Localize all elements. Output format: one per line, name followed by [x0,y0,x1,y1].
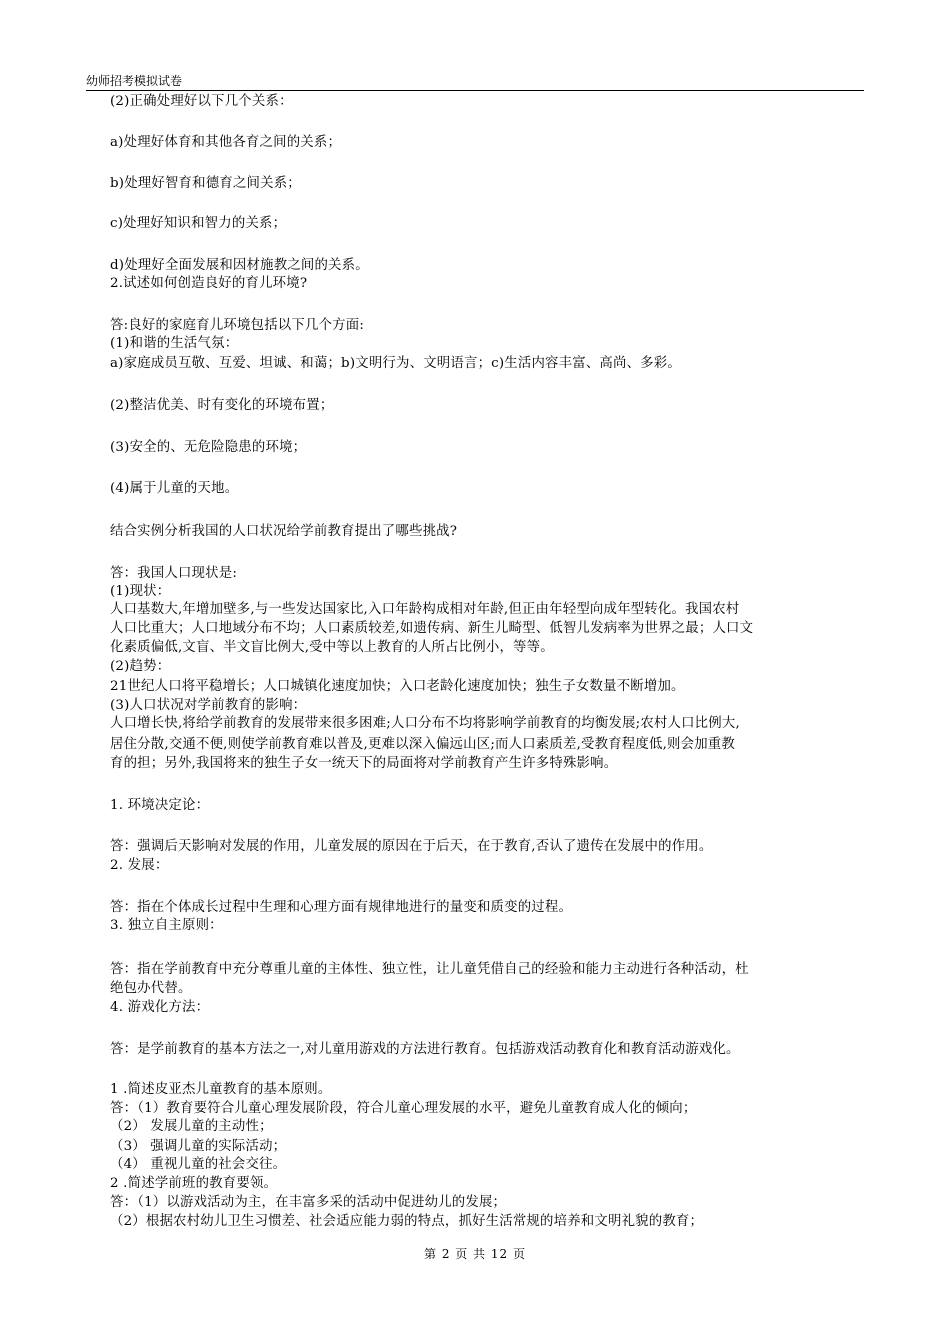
text-line: 2 .简述学前班的教育要领。 [110,1176,278,1191]
text-line: (4)属于儿童的天地。 [110,481,239,496]
text-line: 3. 独立自主原则： [110,918,223,933]
text-line: 答：（1）教育要符合儿童心理发展阶段，符合儿童心理发展的水平，避免儿童教育成人化的倾向； [110,1101,697,1116]
text-line: 答:良好的家庭育儿环境包括以下几个方面: [110,318,365,333]
text-line: a)家庭成员互敬、互爱、坦诚、和蔼；b)文明行为、文明语言；c)生活内容丰富、高尚、多彩。 [110,356,681,371]
text-line: 1. 环境决定论： [110,798,210,813]
text-line: d)处理好全面发展和因材施教之间的关系。 [110,258,369,273]
text-line: 人口基数大,年增加壁多,与一些发达国家比,入口年龄构成相对年龄,但正由年轻型向成年型转化。我国农村 [110,602,740,617]
text-line: 2. 发展： [110,858,169,873]
text-line: (2)正确处理好以下几个关系： [110,94,293,109]
text-line: 1 .简述皮亚杰儿童教育的基本原则。 [110,1082,332,1097]
text-line: 人口比重大；人口地域分布不均；人口素质较差,如遗传病、新生儿畸型、低智儿发病率为世界之最；人口文 [110,621,754,636]
text-line: 人口增长快,将给学前教育的发展带来很多困难;人口分布不均将影响学前教育的均衡发展;农村人口比例大, [110,716,740,731]
text-line: （3） 强调儿童的实际活动； [110,1139,287,1154]
text-line: （2）根据农村幼儿卫生习惯差、社会适应能力弱的特点，抓好生活常规的培养和文明礼貌的教育； [110,1214,704,1229]
text-line: 21世纪人口将平稳增长；人口城镇化速度加快；入口老龄化速度加快；独生子女数量不断增加。 [110,679,685,694]
text-line: c)处理好知识和智力的关系； [110,216,287,231]
text-line: 2.试述如何创造良好的育儿环境? [110,276,308,291]
text-line: （4） 重视儿童的社会交往。 [110,1157,287,1172]
text-line: (3)安全的、无危险隐患的环境； [110,440,307,455]
text-line: 答：我国人口现状是: [110,566,238,581]
text-line: 答：（1）以游戏活动为主，在丰富多采的活动中促进幼儿的发展； [110,1195,507,1210]
text-line: 绝包办代替。 [110,981,192,996]
text-line: 育的担；另外,我国将来的独生子女一统天下的局面将对学前教育产生许多特殊影响。 [110,756,618,771]
text-line: 结合实例分析我国的人口状况给学前教育提出了哪些挑战? [110,524,458,539]
text-line: (3)人口状况对学前教育的影响： [110,698,307,713]
text-line: (2)整洁优美、时有变化的环境布置； [110,398,334,413]
text-line: 答：指在学前教育中充分尊重儿童的主体性、独立性，让儿童凭借自己的经验和能力主动进行各种活动，杜 [110,962,749,977]
text-line: (1)和谐的生活气氛： [110,336,239,351]
text-line: (1)现状： [110,584,171,599]
text-line: 居住分散,交通不便,则使学前教育难以普及,更难以深入偏远山区;而人口素质差,受教育程度低,则会加重教 [110,737,735,752]
page-number: 第 2 页 共 12 页 [424,1247,526,1261]
text-line: （2） 发展儿童的主动性； [110,1119,273,1134]
text-line: 答：指在个体成长过程中生理和心理方面有规律地进行的量变和质变的过程。 [110,900,573,915]
text-line: a)处理好体育和其他各育之间的关系； [110,135,342,150]
text-line: b)处理好智育和德育之间关系； [110,176,301,191]
text-line: 答：强调后天影响对发展的作用，儿童发展的原因在于后天，在于教育,否认了遗传在发展中的作用。 [110,839,713,854]
text-line: 4. 游戏化方法： [110,1000,210,1015]
header-title: 幼师招考模拟试卷 [86,74,183,88]
text-line: (2)趋势： [110,659,171,674]
page-header [86,76,864,91]
text-line: 答：是学前教育的基本方法之一,对儿童用游戏的方法进行教育。包括游戏活动教育化和教育活动游戏化。 [110,1042,740,1057]
text-line: 化素质偏低,文盲、半文盲比例大,受中等以上教育的人所占比例小，等等。 [110,640,554,655]
